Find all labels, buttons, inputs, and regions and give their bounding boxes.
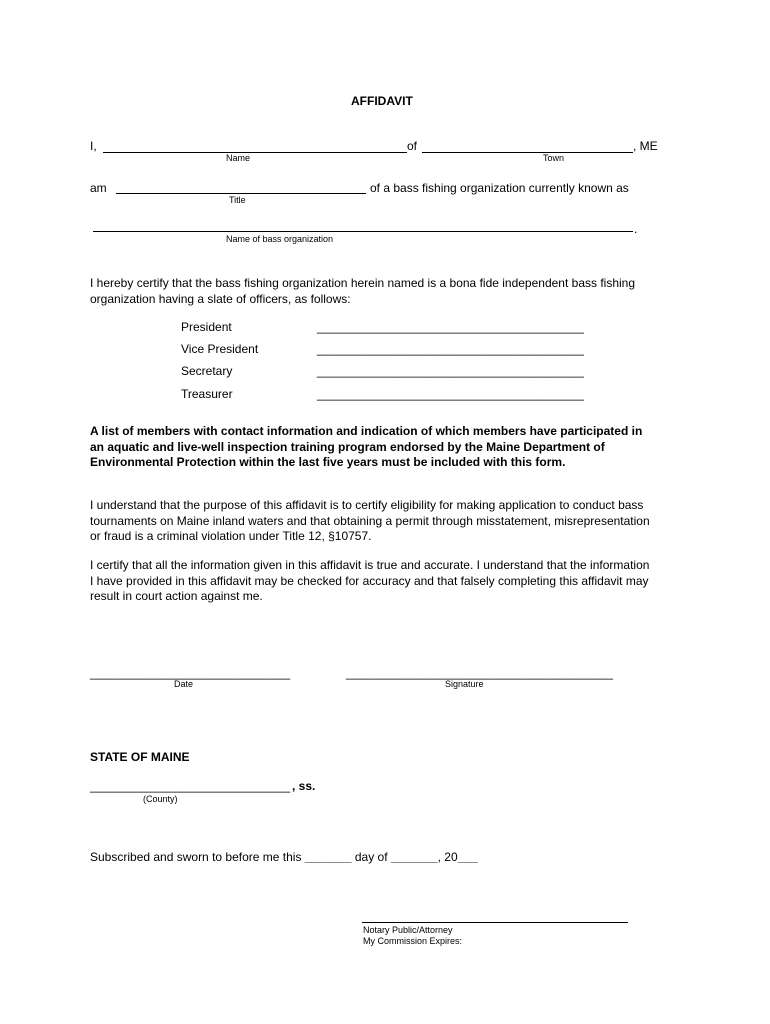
town-caption: Town [543,153,565,163]
of-label: of [407,139,418,153]
secretary-blank[interactable]: ________________________________________ [317,364,584,378]
date-caption: Date [174,679,194,689]
signature-caption: Signature [445,679,484,689]
month-blank[interactable]: _______ [390,850,438,864]
notary-signature-line[interactable] [362,922,628,923]
understand-line: I understand that the purpose of this affidavit is to certify eligibility for making application to conduct bass [90,498,644,512]
title-caption: Title [229,195,246,205]
certify-paragraph [90,276,635,307]
org-period: . [634,222,638,236]
members-notice-line: an aquatic and live-well inspection training program endorsed by the Maine Department of [90,439,605,454]
day-blank[interactable]: _______ [304,850,352,864]
sworn-line [90,850,478,864]
me-label: , ME [633,139,658,153]
understand-paragraph [90,498,650,545]
understand-line: tournaments on Maine inland waters and that obtaining a permit through misstatement, misrepresentation [90,513,650,528]
name-caption: Name [226,153,251,163]
officer-label-vice-president: Vice President [181,342,259,356]
commission-label: My Commission Expires: [363,936,463,946]
org-caption: Name of bass organization [226,234,334,244]
year-prefix: , 20 [437,850,458,864]
name-field-line[interactable] [103,152,407,153]
i-label: I, [90,139,97,153]
vice-president-blank[interactable]: ________________________________________ [317,342,584,356]
members-notice-line: Environmental Protection within the last five years must be included with this form. [90,455,566,469]
members-notice-line: A list of members with contact information and indication of which members have participated in [90,424,643,438]
certify-line: organization having a slate of officers, as follows: [90,291,351,306]
town-field-line[interactable] [422,152,633,153]
organization-field-line[interactable] [93,231,633,232]
day-of-label: day of [354,850,388,864]
county-blank[interactable]: ______________________________ [90,779,291,793]
officer-label-treasurer: Treasurer [181,387,233,401]
accuracy-line: I certify that all the information given in this affidavit is true and accurate. I understand that the information [90,558,650,572]
page-title: AFFIDAVIT [351,94,413,108]
state-heading: STATE OF MAINE [90,750,190,764]
accuracy-line: I have provided in this affidavit may be checked for accuracy and that falsely completing this affidavit may [90,573,649,588]
members-notice [90,424,642,471]
ss-label: , ss. [292,779,316,793]
am-label: am [90,181,107,195]
accuracy-paragraph [90,558,649,605]
officer-label-president: President [181,320,232,334]
year-blank[interactable]: ___ [457,850,478,864]
accuracy-line: result in court action against me. [90,589,263,603]
treasurer-blank[interactable]: ________________________________________ [317,387,584,401]
org-text: of a bass fishing organization currently known as [370,181,629,195]
officer-label-secretary: Secretary [181,364,233,378]
certify-line: I hereby certify that the bass fishing organization herein named is a bona fide independent bass fishing [90,276,636,290]
understand-line: or fraud is a criminal violation under Title 12, §10757. [90,529,372,543]
notary-label: Notary Public/Attorney [363,925,453,935]
signature-blank[interactable]: ________________________________________ [346,666,613,680]
title-field-line[interactable] [116,193,366,194]
county-caption: (County) [143,794,178,804]
sworn-prefix: Subscribed and sworn to before me this [90,850,302,864]
date-blank[interactable]: ______________________________ [90,666,291,680]
president-blank[interactable]: ________________________________________ [317,320,584,334]
